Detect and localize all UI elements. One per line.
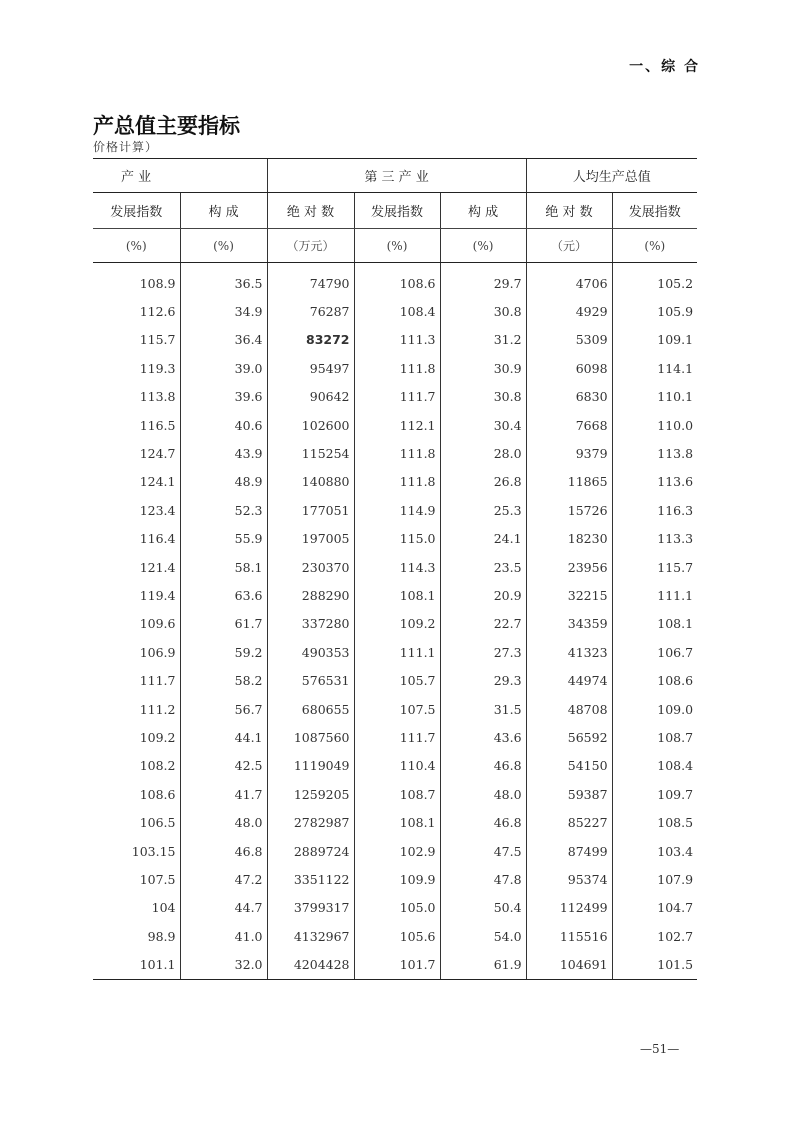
- section-heading: 一、综 合: [629, 59, 700, 75]
- table-cell: 87499: [526, 837, 612, 865]
- table-cell: 41323: [526, 638, 612, 666]
- table-cell: 112499: [526, 894, 612, 922]
- table-cell: 1259205: [267, 780, 354, 808]
- table-cell: 44.1: [180, 723, 267, 751]
- unit-row: [93, 229, 697, 263]
- table-cell: 55.9: [180, 525, 267, 553]
- table-cell: 108.1: [612, 610, 697, 638]
- table-cell: 119.4: [139, 587, 176, 603]
- table-row: [93, 411, 697, 439]
- table-cell: 30.9: [440, 354, 526, 382]
- table-cell: 23.5: [440, 553, 526, 581]
- table-row: [93, 894, 697, 922]
- table-cell: 48.9: [180, 468, 267, 496]
- table-cell: 111.1: [354, 638, 440, 666]
- table-row: [93, 865, 697, 893]
- table-cell: 74790: [267, 263, 354, 298]
- table-cell: 5309: [526, 326, 612, 354]
- table-row: [93, 666, 697, 694]
- table-cell: 113.8: [139, 389, 176, 405]
- table-cell: 106.7: [612, 638, 697, 666]
- table-cell: 24.1: [440, 525, 526, 553]
- table-cell: 111.1: [612, 581, 697, 609]
- table-cell: 90642: [267, 383, 354, 411]
- table-cell: 44974: [526, 666, 612, 694]
- table-cell: 104691: [526, 950, 612, 979]
- table-cell: 40.6: [180, 411, 267, 439]
- unit-label: (%): [93, 229, 180, 263]
- table-cell: 1087560: [267, 723, 354, 751]
- group-header-per-capita-gdp: 人均生产总值: [526, 159, 697, 193]
- table-cell: 85227: [526, 808, 612, 836]
- table-cell: 109.1: [612, 326, 697, 354]
- table-row: [93, 581, 697, 609]
- table-cell: 30.4: [440, 411, 526, 439]
- table-cell: 83272: [267, 326, 354, 354]
- table-cell: 47.5: [440, 837, 526, 865]
- table-cell: 44.7: [180, 894, 267, 922]
- table-cell: 39.6: [180, 383, 267, 411]
- table-row: [93, 263, 697, 298]
- table-cell: 48708: [526, 695, 612, 723]
- column-header: 发展指数: [612, 193, 697, 229]
- table-cell: 15726: [526, 496, 612, 524]
- page-number: —51—: [640, 1042, 680, 1056]
- table-cell: 47.2: [180, 865, 267, 893]
- table-row: [93, 752, 697, 780]
- table-cell: 105.9: [612, 297, 697, 325]
- table-cell: 113.8: [612, 439, 697, 467]
- table-cell: 54150: [526, 752, 612, 780]
- table-row: [93, 638, 697, 666]
- table-cell: 48.0: [440, 780, 526, 808]
- table-cell: 105.7: [354, 666, 440, 694]
- table-cell: 20.9: [440, 581, 526, 609]
- table-cell: 34.9: [180, 297, 267, 325]
- table-cell: 114.9: [354, 496, 440, 524]
- table-cell: 115516: [526, 922, 612, 950]
- column-header: 发展指数: [354, 193, 440, 229]
- table-row: [93, 950, 697, 979]
- table-cell: 59.2: [180, 638, 267, 666]
- table-cell: 102.7: [612, 922, 697, 950]
- table-cell: 111.7: [354, 723, 440, 751]
- table-cell: 31.5: [440, 695, 526, 723]
- table-cell: 3799317: [267, 894, 354, 922]
- group-header-tertiary: 第 三 产 业: [267, 159, 526, 193]
- table-cell: 22.7: [440, 610, 526, 638]
- table-cell: 41.7: [180, 780, 267, 808]
- unit-label: (%): [440, 229, 526, 263]
- table-cell: 111.8: [354, 354, 440, 382]
- table-cell: 29.3: [440, 666, 526, 694]
- table-cell: 108.7: [612, 723, 697, 751]
- table-cell: 108.2: [139, 758, 176, 774]
- table-cell: 32215: [526, 581, 612, 609]
- table-cell: 46.8: [440, 808, 526, 836]
- table-cell: 109.2: [139, 729, 176, 745]
- table-cell: 58.1: [180, 553, 267, 581]
- table-cell: 111.7: [354, 383, 440, 411]
- table-cell: 101.5: [612, 950, 697, 979]
- table-cell: 109.6: [139, 616, 176, 632]
- table-cell: 63.6: [180, 581, 267, 609]
- table-cell: 98.9: [147, 928, 176, 944]
- page-subtitle: 价格计算）: [93, 140, 159, 154]
- table-cell: 30.8: [440, 297, 526, 325]
- table-cell: 42.5: [180, 752, 267, 780]
- table-cell: 101.7: [354, 950, 440, 979]
- table-cell: 54.0: [440, 922, 526, 950]
- group-header-industry: 产 业: [93, 159, 267, 193]
- table-cell: 103.15: [131, 843, 176, 859]
- table-cell: 41.0: [180, 922, 267, 950]
- table-cell: 104: [151, 900, 176, 916]
- table-cell: 111.7: [139, 673, 176, 689]
- table-cell: 61.7: [180, 610, 267, 638]
- table-cell: 4929: [526, 297, 612, 325]
- table-cell: 11865: [526, 468, 612, 496]
- table-cell: 3351122: [267, 865, 354, 893]
- table-cell: 109.7: [612, 780, 697, 808]
- table-cell: 116.4: [139, 531, 176, 547]
- table-cell: 115254: [267, 439, 354, 467]
- table-cell: 26.8: [440, 468, 526, 496]
- table-cell: 28.0: [440, 439, 526, 467]
- table-cell: 103.4: [612, 837, 697, 865]
- table-cell: 115.7: [139, 332, 176, 348]
- table-cell: 50.4: [440, 894, 526, 922]
- table-cell: 108.6: [354, 263, 440, 298]
- unit-label: (%): [354, 229, 440, 263]
- table-cell: 27.3: [440, 638, 526, 666]
- table-cell: 6830: [526, 383, 612, 411]
- table-cell: 123.4: [139, 502, 176, 518]
- table-cell: 7668: [526, 411, 612, 439]
- table-row: [93, 326, 697, 354]
- table-cell: 177051: [267, 496, 354, 524]
- table-cell: 116.5: [139, 417, 176, 433]
- table-cell: 39.0: [180, 354, 267, 382]
- table-cell: 106.9: [139, 644, 176, 660]
- table-row: [93, 297, 697, 325]
- table-cell: 4706: [526, 263, 612, 298]
- table-cell: 197005: [267, 525, 354, 553]
- table-cell: 107.5: [354, 695, 440, 723]
- table-cell: 59387: [526, 780, 612, 808]
- table-row: [93, 922, 697, 950]
- column-header: 构 成: [440, 193, 526, 229]
- table-cell: 108.9: [139, 275, 176, 291]
- table-cell: 110.4: [354, 752, 440, 780]
- table-cell: 95497: [267, 354, 354, 382]
- table-cell: 109.0: [612, 695, 697, 723]
- table-cell: 107.5: [139, 871, 176, 887]
- table-cell: 9379: [526, 439, 612, 467]
- table-row: [93, 610, 697, 638]
- table-cell: 105.0: [354, 894, 440, 922]
- table-cell: 34359: [526, 610, 612, 638]
- table-cell: 288290: [267, 581, 354, 609]
- table-cell: 1119049: [267, 752, 354, 780]
- table-cell: 114.3: [354, 553, 440, 581]
- table-cell: 6098: [526, 354, 612, 382]
- table-cell: 114.1: [612, 354, 697, 382]
- table-cell: 105.6: [354, 922, 440, 950]
- table-cell: 2889724: [267, 837, 354, 865]
- table-row: [93, 354, 697, 382]
- table-cell: 337280: [267, 610, 354, 638]
- table-cell: 140880: [267, 468, 354, 496]
- table-cell: 111.3: [354, 326, 440, 354]
- table-cell: 110.0: [612, 411, 697, 439]
- table-cell: 115.0: [354, 525, 440, 553]
- unit-label: （万元）: [267, 229, 354, 263]
- table-cell: 25.3: [440, 496, 526, 524]
- table-cell: 108.6: [139, 786, 176, 802]
- table-cell: 108.1: [354, 581, 440, 609]
- table-cell: 29.7: [440, 263, 526, 298]
- table-cell: 124.1: [139, 474, 176, 490]
- table-row: [93, 837, 697, 865]
- table-cell: 56.7: [180, 695, 267, 723]
- table-cell: 107.9: [612, 865, 697, 893]
- table-cell: 102.9: [354, 837, 440, 865]
- table-cell: 124.7: [139, 446, 176, 462]
- table-cell: 119.3: [139, 360, 176, 376]
- unit-label: （元）: [526, 229, 612, 263]
- group-header-row: [93, 159, 697, 193]
- column-header: 构 成: [180, 193, 267, 229]
- table-cell: 121.4: [139, 559, 176, 575]
- table-cell: 95374: [526, 865, 612, 893]
- table-cell: 490353: [267, 638, 354, 666]
- table-row: [93, 723, 697, 751]
- column-header: 绝 对 数: [267, 193, 354, 229]
- table-cell: 109.2: [354, 610, 440, 638]
- table-row: [93, 383, 697, 411]
- table-cell: 102600: [267, 411, 354, 439]
- table-cell: 61.9: [440, 950, 526, 979]
- unit-label: (%): [612, 229, 697, 263]
- table-cell: 104.7: [612, 894, 697, 922]
- table-cell: 46.8: [180, 837, 267, 865]
- table-cell: 108.6: [612, 666, 697, 694]
- table-cell: 2782987: [267, 808, 354, 836]
- column-header: 绝 对 数: [526, 193, 612, 229]
- table-row: [93, 439, 697, 467]
- table-row: [93, 496, 697, 524]
- table-cell: 106.5: [139, 815, 176, 831]
- table-cell: 18230: [526, 525, 612, 553]
- table-cell: 115.7: [612, 553, 697, 581]
- table-row: [93, 780, 697, 808]
- table-cell: 109.9: [354, 865, 440, 893]
- table-cell: 52.3: [180, 496, 267, 524]
- table-cell: 56592: [526, 723, 612, 751]
- table-row: [93, 553, 697, 581]
- table-cell: 111.8: [354, 439, 440, 467]
- table-cell: 108.4: [612, 752, 697, 780]
- table-cell: 112.1: [354, 411, 440, 439]
- table-cell: 113.6: [612, 468, 697, 496]
- unit-label: (%): [180, 229, 267, 263]
- table-cell: 30.8: [440, 383, 526, 411]
- table-cell: 230370: [267, 553, 354, 581]
- table-cell: 4132967: [267, 922, 354, 950]
- table-cell: 36.5: [180, 263, 267, 298]
- table-cell: 108.1: [354, 808, 440, 836]
- table-cell: 108.5: [612, 808, 697, 836]
- table-cell: 116.3: [612, 496, 697, 524]
- table-cell: 48.0: [180, 808, 267, 836]
- table-cell: 4204428: [267, 950, 354, 979]
- table-cell: 58.2: [180, 666, 267, 694]
- table-cell: 108.4: [354, 297, 440, 325]
- table-cell: 31.2: [440, 326, 526, 354]
- page-title: 产总值主要指标: [93, 114, 240, 138]
- table-cell: 112.6: [139, 304, 176, 320]
- table-row: [93, 468, 697, 496]
- data-table: [93, 158, 697, 980]
- column-header: 发展指数: [93, 193, 180, 229]
- table-cell: 101.1: [93, 950, 180, 979]
- table-cell: 47.8: [440, 865, 526, 893]
- table-cell: 680655: [267, 695, 354, 723]
- table-row: [93, 525, 697, 553]
- table-cell: 111.2: [139, 701, 176, 717]
- table-cell: 46.8: [440, 752, 526, 780]
- table-cell: 110.1: [612, 383, 697, 411]
- table-cell: 36.4: [180, 326, 267, 354]
- table-cell: 23956: [526, 553, 612, 581]
- table-cell: 108.7: [354, 780, 440, 808]
- table-cell: 113.3: [612, 525, 697, 553]
- table-row: [93, 695, 697, 723]
- table-cell: 43.9: [180, 439, 267, 467]
- table-row: [93, 808, 697, 836]
- table-cell: 105.2: [612, 263, 697, 298]
- table-cell: 111.8: [354, 468, 440, 496]
- table-cell: 43.6: [440, 723, 526, 751]
- table-cell: 576531: [267, 666, 354, 694]
- table-cell: 32.0: [180, 950, 267, 979]
- table-cell: 76287: [267, 297, 354, 325]
- column-header-row: [93, 193, 697, 229]
